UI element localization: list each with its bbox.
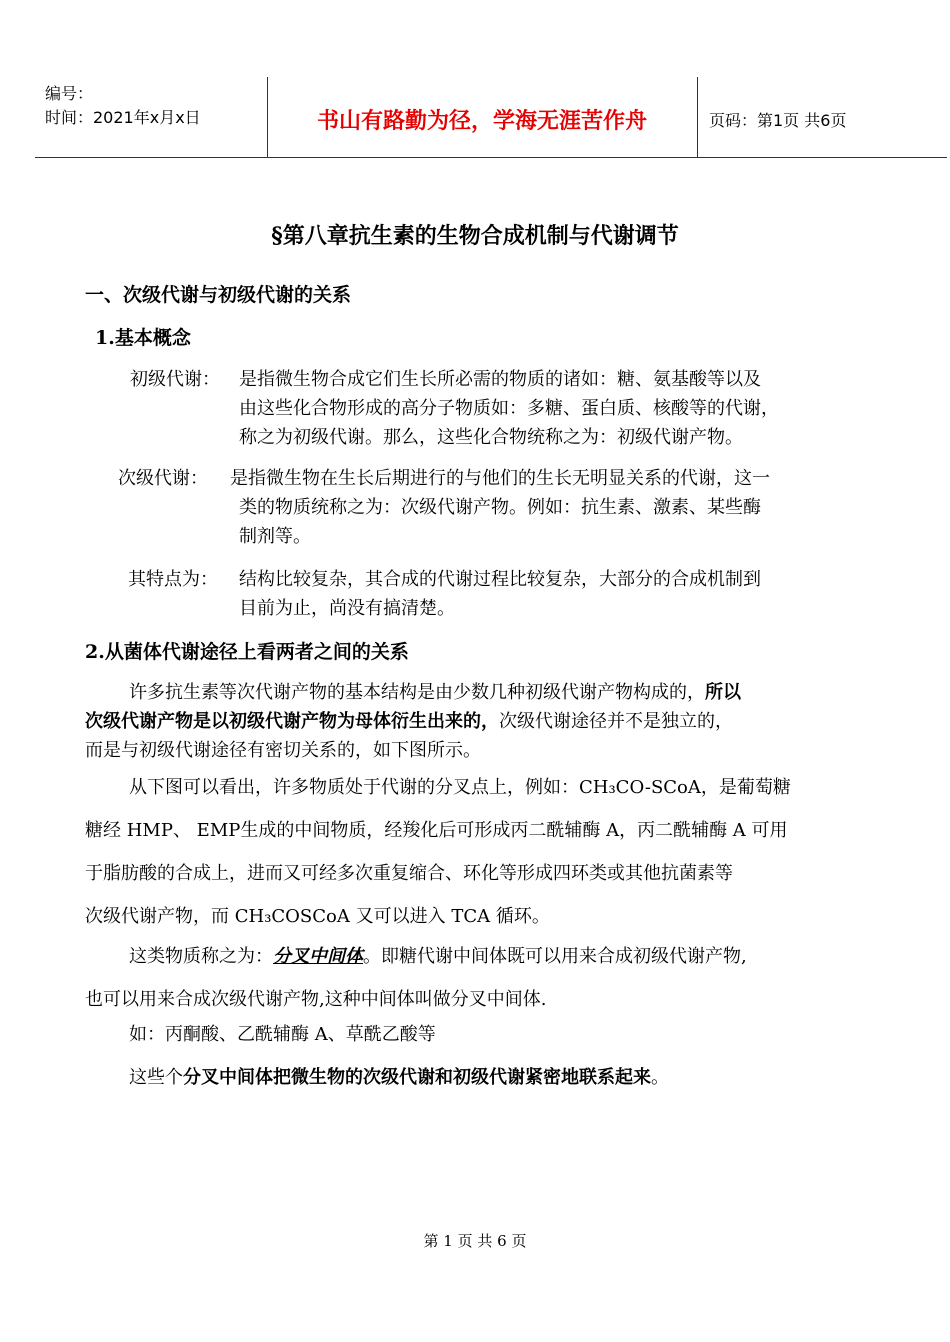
feature-definition: [239, 565, 919, 623]
paragraph-line: 于脂肪酸的合成上，进而又可经多次重复缩合、环化等形成四环类或其他抗菌素等: [85, 863, 733, 884]
page-code: 页码：第1页 共6页: [709, 111, 847, 130]
primary-line: 由这些化合物形成的高分子物质如：多糖、蛋白质、核酸等的代谢，: [239, 398, 779, 419]
paragraph-examples: 如：丙酮酸、乙酰辅酶 A、草酰乙酸等: [129, 1024, 436, 1045]
text-normal: 许多抗生素等次代谢产物的基本结构是由少数几种初级代谢产物构成的，: [129, 682, 705, 703]
subsection-heading-2: 2.从菌体代谢途径上看两者之间的关系: [85, 641, 409, 663]
feature-line: 目前为止，尚没有搞清楚。: [239, 598, 455, 619]
text-normal: 次级代谢途径并不是独立的，: [499, 711, 733, 732]
feature-line: 结构比较复杂，其合成的代谢过程比较复杂，大部分的合成机制到: [239, 569, 761, 590]
paragraph-line: [85, 935, 915, 978]
paragraph-line: 次级代谢产物，而 CH₃COSCoA 又可以进入 TCA 循环。: [85, 906, 550, 927]
primary-term: 初级代谢：: [130, 369, 220, 390]
primary-line: 称之为初级代谢。那么，这些化合物统称之为：初级代谢产物。: [239, 427, 743, 448]
page-footer: 第 1 页 共 6 页: [423, 1232, 527, 1250]
text-bold: 次级代谢产物是以初级代谢产物为母体衍生出来的，: [85, 711, 499, 732]
paragraph-line: [85, 707, 915, 736]
secondary-definition: [230, 464, 920, 551]
header-page-cell: [697, 77, 947, 157]
text-emphasis: 分叉中间体: [273, 946, 363, 967]
text-bold: 分叉中间体把微生物的次级代谢和初级代谢紧密地联系起来: [183, 1067, 651, 1088]
paragraph-relationship: [85, 678, 915, 765]
paragraph-intermediates: [85, 766, 915, 938]
motto: 书山有路勤为径，学海无涯苦作舟: [316, 109, 647, 134]
paragraph-line: 也可以用来合成次级代谢产物,这种中间体叫做分叉中间体.: [85, 989, 547, 1010]
primary-line: 是指微生物合成它们生长所必需的物质的诸如：糖、氨基酸等以及: [239, 369, 761, 390]
primary-definition: [239, 365, 919, 452]
paragraph-line: 而是与初级代谢途径有密切关系的，如下图所示。: [85, 740, 481, 761]
number-label: 编号：: [45, 84, 94, 103]
secondary-term: 次级代谢：: [118, 468, 208, 489]
paragraph-line: [85, 678, 915, 707]
paragraph-line: 糖经 HMP、 EMP生成的中间物质，经羧化后可形成丙二酰辅酶 A，丙二酰辅酶 A 可用: [85, 820, 788, 841]
paragraph-branch-intermediate: [85, 935, 915, 1021]
secondary-line: 是指微生物在生长后期进行的与他们的生长无明显关系的代谢，这一: [230, 468, 770, 489]
text-normal: 。: [651, 1067, 669, 1088]
secondary-line: 类的物质统称之为：次级代谢产物。例如：抗生素、激素、某些酶: [239, 497, 761, 518]
text-normal: 这些个: [129, 1067, 183, 1088]
feature-term: 其特点为：: [128, 569, 218, 590]
header-motto-cell: [267, 77, 698, 157]
section-heading: 一、次级代谢与初级代谢的关系: [85, 284, 352, 306]
paragraph-line: 从下图可以看出，许多物质处于代谢的分叉点上，例如：CH₃CO-SCoA，是葡萄糖: [129, 777, 791, 798]
paragraph-conclusion: [129, 1063, 919, 1092]
text-bold: 所以: [705, 682, 741, 703]
header-meta: [35, 77, 268, 157]
text-normal: 。即糖代谢中间体既可以用来合成初级代谢产物,: [363, 946, 747, 967]
text-normal: 这类物质称之为：: [129, 946, 273, 967]
subsection-heading-1: 1.基本概念: [95, 327, 191, 349]
time-label: 时间：2021年x月x日: [45, 108, 201, 127]
document-title: §第八章抗生素的生物合成机制与代谢调节: [271, 223, 679, 249]
secondary-line: 制剂等。: [239, 526, 311, 547]
page-header: [35, 77, 947, 158]
